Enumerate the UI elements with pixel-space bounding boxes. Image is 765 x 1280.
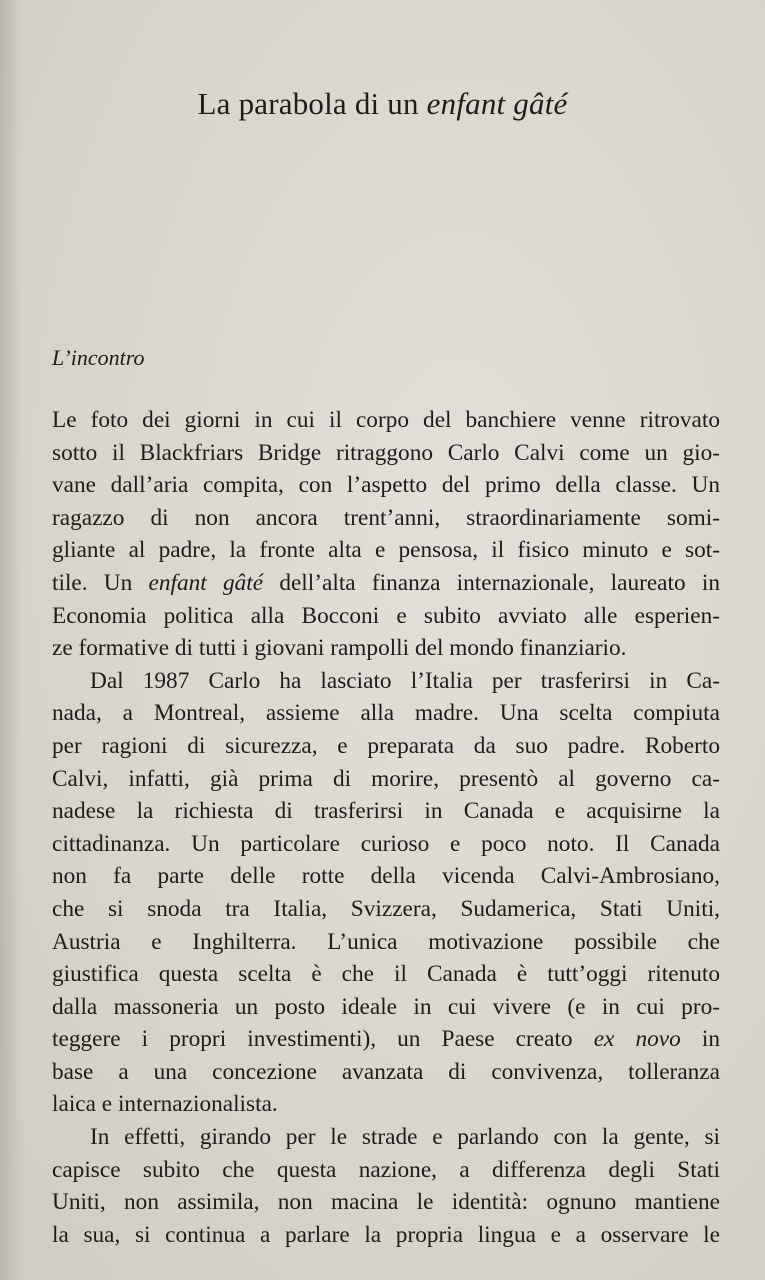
text-line: laica e internazionalista.: [52, 1091, 278, 1118]
text-line: la sua, si continua a parlare la propria lingua e a osservare le: [52, 1221, 720, 1248]
text-line: dalla massoneria un posto ideale in cui vivere (e in cui pro-: [52, 993, 720, 1020]
paragraph-3: [52, 1121, 720, 1251]
paragraph-1: [52, 404, 720, 665]
italic-phrase: ex novo: [593, 1026, 681, 1053]
text-line: gliante al padre, la fronte alta e pensosa, il fisico minuto e sot-: [52, 537, 720, 564]
text-line: giustifica questa scelta è che il Canada è tutt’oggi ritenuto: [52, 961, 720, 988]
chapter-title-italic: enfant gâté: [426, 86, 568, 121]
text-line: vane dall’aria compita, con l’aspetto del primo della classe. Un: [52, 472, 720, 499]
section-heading: L’incontro: [52, 345, 145, 370]
text-segment: teggere i propri investimenti), un Paese creato: [52, 1026, 594, 1053]
text-segment: dell’alta finanza internazionale, laureato in: [263, 569, 720, 596]
text-line: ragazzo di non ancora trent’anni, straordinariamente somi-: [52, 504, 720, 531]
text-line: [52, 567, 720, 600]
text-line: Le foto dei giorni in cui il corpo del banchiere venne ritrovato: [52, 407, 720, 433]
text-line: sotto il Blackfriars Bridge ritraggono Carlo Calvi come un gio-: [52, 439, 720, 466]
text-line: Austria e Inghilterra. L’unica motivazione possibile che: [52, 928, 720, 955]
text-line: Economia politica alla Bocconi e subito avviato alle esperien-: [52, 602, 720, 629]
text-line: nadese la richiesta di trasferirsi in Canada e acquisirne la: [52, 798, 720, 825]
text-line: ze formative di tutti i giovani rampolli del mondo finanziario.: [52, 635, 627, 662]
text-line: base a una concezione avanzata di convivenza, tolleranza: [52, 1058, 720, 1085]
text-segment: tile. Un: [52, 569, 149, 596]
chapter-title-prefix: La parabola di un: [197, 86, 427, 121]
text-segment: in: [680, 1026, 720, 1053]
text-line: nada, a Montreal, assieme alla madre. Una scelta compiuta: [52, 700, 720, 727]
text-line: Uniti, non assimila, non macina le identità: ognuno mantiene: [52, 1189, 720, 1216]
text-line: non fa parte delle rotte della vicenda Calvi-Ambrosiano,: [52, 863, 720, 890]
body-text: [52, 404, 720, 1251]
italic-phrase: enfant gâté: [148, 569, 264, 596]
paragraph-2: [52, 665, 720, 1121]
text-line: Dal 1987 Carlo ha lasciato l’Italia per trasferirsi in Ca-: [90, 667, 720, 694]
text-line: cittadinanza. Un particolare curioso e poco noto. Il Canada: [52, 830, 720, 857]
text-line: per ragioni di sicurezza, e preparata da suo padre. Roberto: [52, 732, 720, 759]
text-line: capisce subito che questa nazione, a differenza degli Stati: [52, 1156, 720, 1183]
text-line: Calvi, infatti, già prima di morire, presentò al governo ca-: [52, 765, 720, 792]
chapter-title: [0, 86, 765, 122]
text-line: In effetti, girando per le strade e parlando con la gente, si: [90, 1124, 720, 1151]
text-line: che si snoda tra Italia, Svizzera, Sudamerica, Stati Uniti,: [52, 895, 720, 922]
text-line: [52, 1023, 720, 1056]
